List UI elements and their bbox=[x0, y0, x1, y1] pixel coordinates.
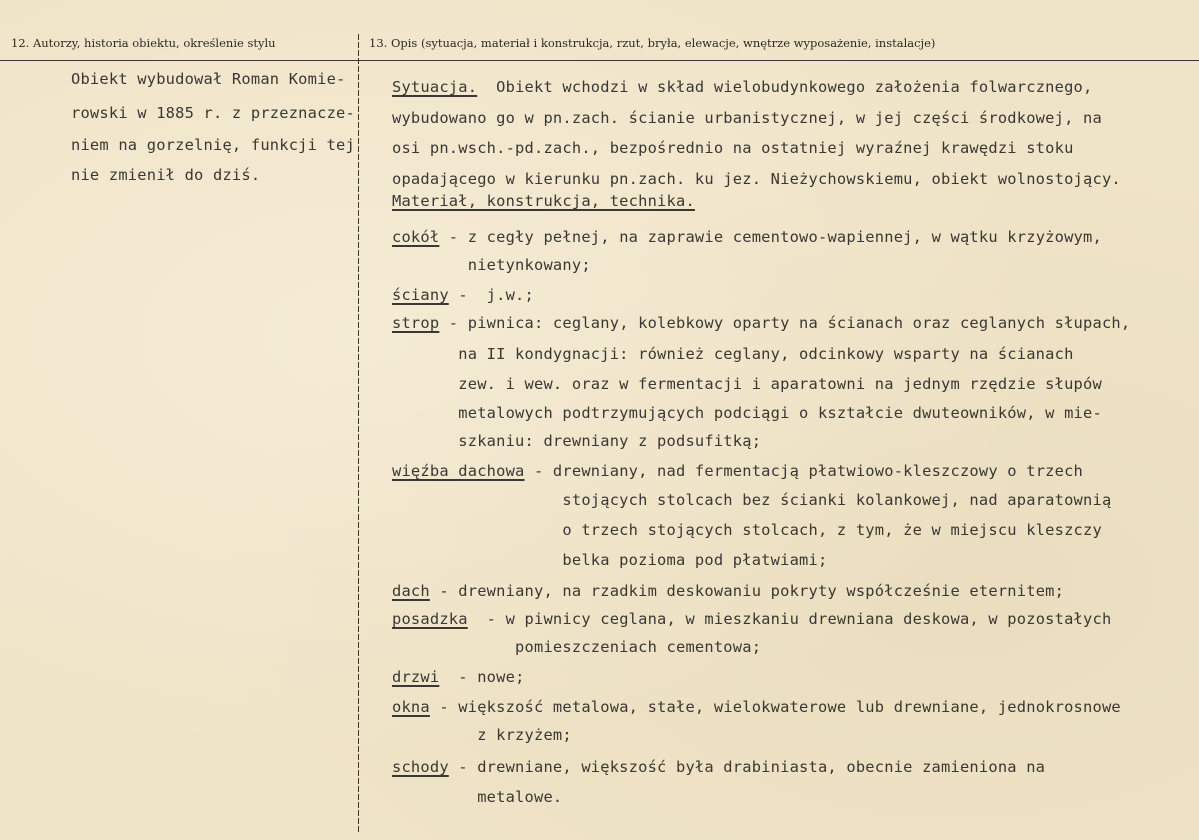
posadzka-entry: pomieszczeniach cementowa; bbox=[392, 638, 762, 656]
okna-entry: okna - większość metalowa, stałe, wielokwaterowe lub drewniane, jednokrosnowe bbox=[392, 698, 1121, 716]
cokol-entry: nietynkowany; bbox=[392, 256, 591, 274]
left-text-line: nie zmienił do dziś. bbox=[71, 166, 261, 184]
dach-entry: dach - drewniany, na rzadkim deskowaniu pokryty współcześnie eternitem; bbox=[392, 582, 1065, 600]
schody-entry: metalowe. bbox=[392, 788, 563, 806]
sytuacja-line: wybudowano go w pn.zach. ścianie urbanistycznej, w jej części środkowej, na bbox=[392, 109, 1102, 127]
section-13-header: 13. Opis (sytuacja, materiał i konstrukcja, rzut, bryła, elewacje, wnętrze wyposażenie, instalacje) bbox=[369, 36, 936, 50]
strop-entry: metalowych podtrzymujących podciągi o kształcie dwuteowników, w mie- bbox=[392, 404, 1102, 422]
schody-term: schody bbox=[392, 758, 449, 776]
strop-term: strop bbox=[392, 314, 440, 332]
drzwi-term: drzwi bbox=[392, 668, 440, 686]
wiezba-term: więźba dachowa bbox=[392, 462, 525, 480]
cokol-term: cokół bbox=[392, 228, 440, 246]
section-12-header: 12. Autorzy, historia obiektu, określenie stylu bbox=[11, 36, 276, 50]
strop-entry: szkaniu: drewniany z podsufitką; bbox=[392, 432, 762, 450]
strop-entry: na II kondygnacji: również ceglany, odcinkowy wsparty na ścianach bbox=[392, 345, 1074, 363]
sytuacja-line: opadającego w kierunku pn.zach. ku jez. Nieżychowskiemu, obiekt wolnostojący. bbox=[392, 170, 1121, 188]
cokol-entry: cokół - z cegły pełnej, na zaprawie cementowo-wapiennej, w wątku krzyżowym, bbox=[392, 228, 1102, 246]
sciany-entry: ściany - j.w.; bbox=[392, 286, 534, 304]
material-heading: Materiał, konstrukcja, technika. bbox=[392, 192, 695, 210]
sytuacja-line: Sytuacja. Obiekt wchodzi w skład wielobudynkowego założenia folwarcznego, bbox=[392, 78, 1093, 96]
wiezba-entry: stojących stolcach bez ścianki kolankowej, nad aparatownią bbox=[392, 491, 1112, 509]
sytuacja-heading: Sytuacja. bbox=[392, 78, 478, 96]
posadzka-term: posadzka bbox=[392, 610, 468, 628]
left-text-line: Obiekt wybudował Roman Komie- bbox=[71, 70, 346, 88]
okna-entry: z krzyżem; bbox=[392, 726, 572, 744]
sciany-term: ściany bbox=[392, 286, 449, 304]
drzwi-entry: drzwi - nowe; bbox=[392, 668, 525, 686]
wiezba-entry: więźba dachowa - drewniany, nad fermentacją płatwiowo-kleszczowy o trzech bbox=[392, 462, 1084, 480]
left-text-line: niem na gorzelnię, funkcji tej bbox=[71, 136, 355, 154]
dach-term: dach bbox=[392, 582, 430, 600]
header-divider bbox=[0, 60, 1199, 61]
wiezba-entry: o trzech stojących stolcach, z tym, że w miejscu kleszczy bbox=[392, 521, 1102, 539]
column-divider bbox=[358, 34, 359, 834]
strop-entry: zew. i wew. oraz w fermentacji i aparatowni na jednym rzędzie słupów bbox=[392, 375, 1102, 393]
left-text-line: rowski w 1885 r. z przeznacze- bbox=[71, 104, 355, 122]
posadzka-entry: posadzka - w piwnicy ceglana, w mieszkaniu drewniana deskowa, w pozostałych bbox=[392, 610, 1112, 628]
okna-term: okna bbox=[392, 698, 430, 716]
wiezba-entry: belka pozioma pod płatwiami; bbox=[392, 551, 828, 569]
strop-entry: strop - piwnica: ceglany, kolebkowy oparty na ścianach oraz ceglanych słupach, bbox=[392, 314, 1131, 332]
schody-entry: schody - drewniane, większość była drabiniasta, obecnie zamieniona na bbox=[392, 758, 1046, 776]
sytuacja-line: osi pn.wsch.-pd.zach., bezpośrednio na ostatniej wyraźnej krawędzi stoku bbox=[392, 139, 1074, 157]
